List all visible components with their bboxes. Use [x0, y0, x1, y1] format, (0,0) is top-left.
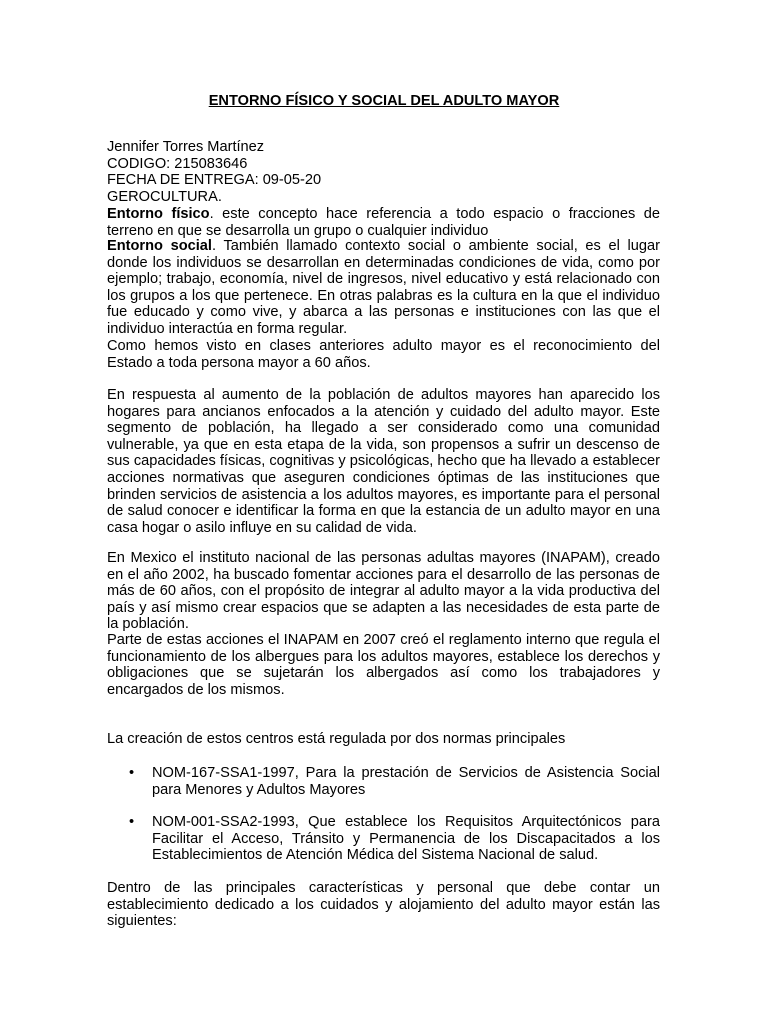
entorno-social-paragraph	[107, 238, 660, 338]
list-item	[107, 814, 660, 864]
paragraph-reglamento: Parte de estas acciones el INAPAM en 2007 creó el reglamento interno que regula el funcionamiento de los albergues para los adultos mayores, establece los derechos y obligaciones que se sujetarán los albergados así como los trabajadores y encargados de los mismos.	[107, 632, 660, 698]
entorno-social-text: . También llamado contexto social o ambiente social, es el lugar donde los individuos se desarrollan en determinadas condiciones de vida, como por ejemplo; trabajo, economía, nivel de ingresos, nivel educativo y está relacionado con los grupos a los que pertenece. En otras palabras es la cultura en la que el individuo fue educado y como vive, y abarca a las personas e instituciones con las que el individuo interactúa en forma regular.	[107, 238, 661, 337]
bullet-icon: •	[129, 814, 135, 830]
document-title: ENTORNO FÍSICO Y SOCIAL DEL ADULTO MAYOR	[208, 93, 560, 109]
paragraph-inapam: En Mexico el instituto nacional de las personas adultas mayores (INAPAM), creado en el año 2002, ha buscado fomentar acciones para el desarrollo de las personas de más de 60 años, con el propósito de integrar al adulto mayor a la vida productiva del país y así mismo crear espacios que se adapten a las necesidades de esta parte de la población.	[107, 550, 660, 633]
paragraph-hogares: En respuesta al aumento de la población de adultos mayores han aparecido los hogares para ancianos enfocados a la atención y cuidado del adulto mayor. Este segmento de población, ha llegado a ser considerado como una comunidad vulnerable, ya que en esta etapa de la vida, son propensos a sufrir un descenso de sus capacidades físicas, cognitivas y psicológicas, hecho que ha llevado a establecer acciones normativas que aseguren condiciones óptimas de las instituciones que brinden servicios de asistencia a los adultos mayores, es importante para el personal de salud conocer e identificar la forma en que la estancia de un adulto mayor en una casa hogar o asilo influye en su calidad de vida.	[107, 387, 660, 536]
bullet-icon: •	[129, 765, 135, 781]
student-code: CODIGO: 215083646	[107, 155, 248, 172]
author-header	[107, 139, 660, 205]
delivery-date: FECHA DE ENTREGA: 09-05-20	[107, 172, 322, 189]
paragraph-caracteristicas: Dentro de las principales características y personal que debe contar un establecimiento dedicado a los cuidados y alojamiento del adulto mayor están las siguientes:	[107, 880, 660, 930]
entorno-fisico-paragraph	[107, 206, 660, 239]
list-item	[107, 765, 660, 798]
norm-text: NOM-001-SSA2-1993, Que establece los Requisitos Arquitectónicos para Facilitar el Acceso, Tránsito y Permanencia de los Discapacitados a los Establecimientos de Atención Médica del Sistema Nacional de salud.	[152, 814, 660, 864]
norms-list-2	[107, 814, 660, 864]
entorno-fisico-term: Entorno físico	[107, 206, 210, 222]
paragraph-adulto-mayor: Como hemos visto en clases anteriores adulto mayor es el reconocimiento del Estado a toda persona mayor a 60 años.	[107, 338, 660, 371]
entorno-social-term: Entorno social	[107, 238, 212, 254]
entorno-fisico-text: . este concepto hace referencia a todo espacio o fracciones de terreno en que se desarrolla un grupo o cualquier individuo	[107, 206, 661, 239]
norms-list	[107, 765, 660, 798]
course-name: GEROCULTURA.	[107, 188, 222, 205]
paragraph-normas-intro: La creación de estos centros está regulada por dos normas principales	[107, 731, 566, 747]
author-name: Jennifer Torres Martínez	[107, 139, 265, 155]
norm-text: NOM-167-SSA1-1997, Para la prestación de Servicios de Asistencia Social para Menores y Adultos Mayores	[152, 765, 660, 798]
